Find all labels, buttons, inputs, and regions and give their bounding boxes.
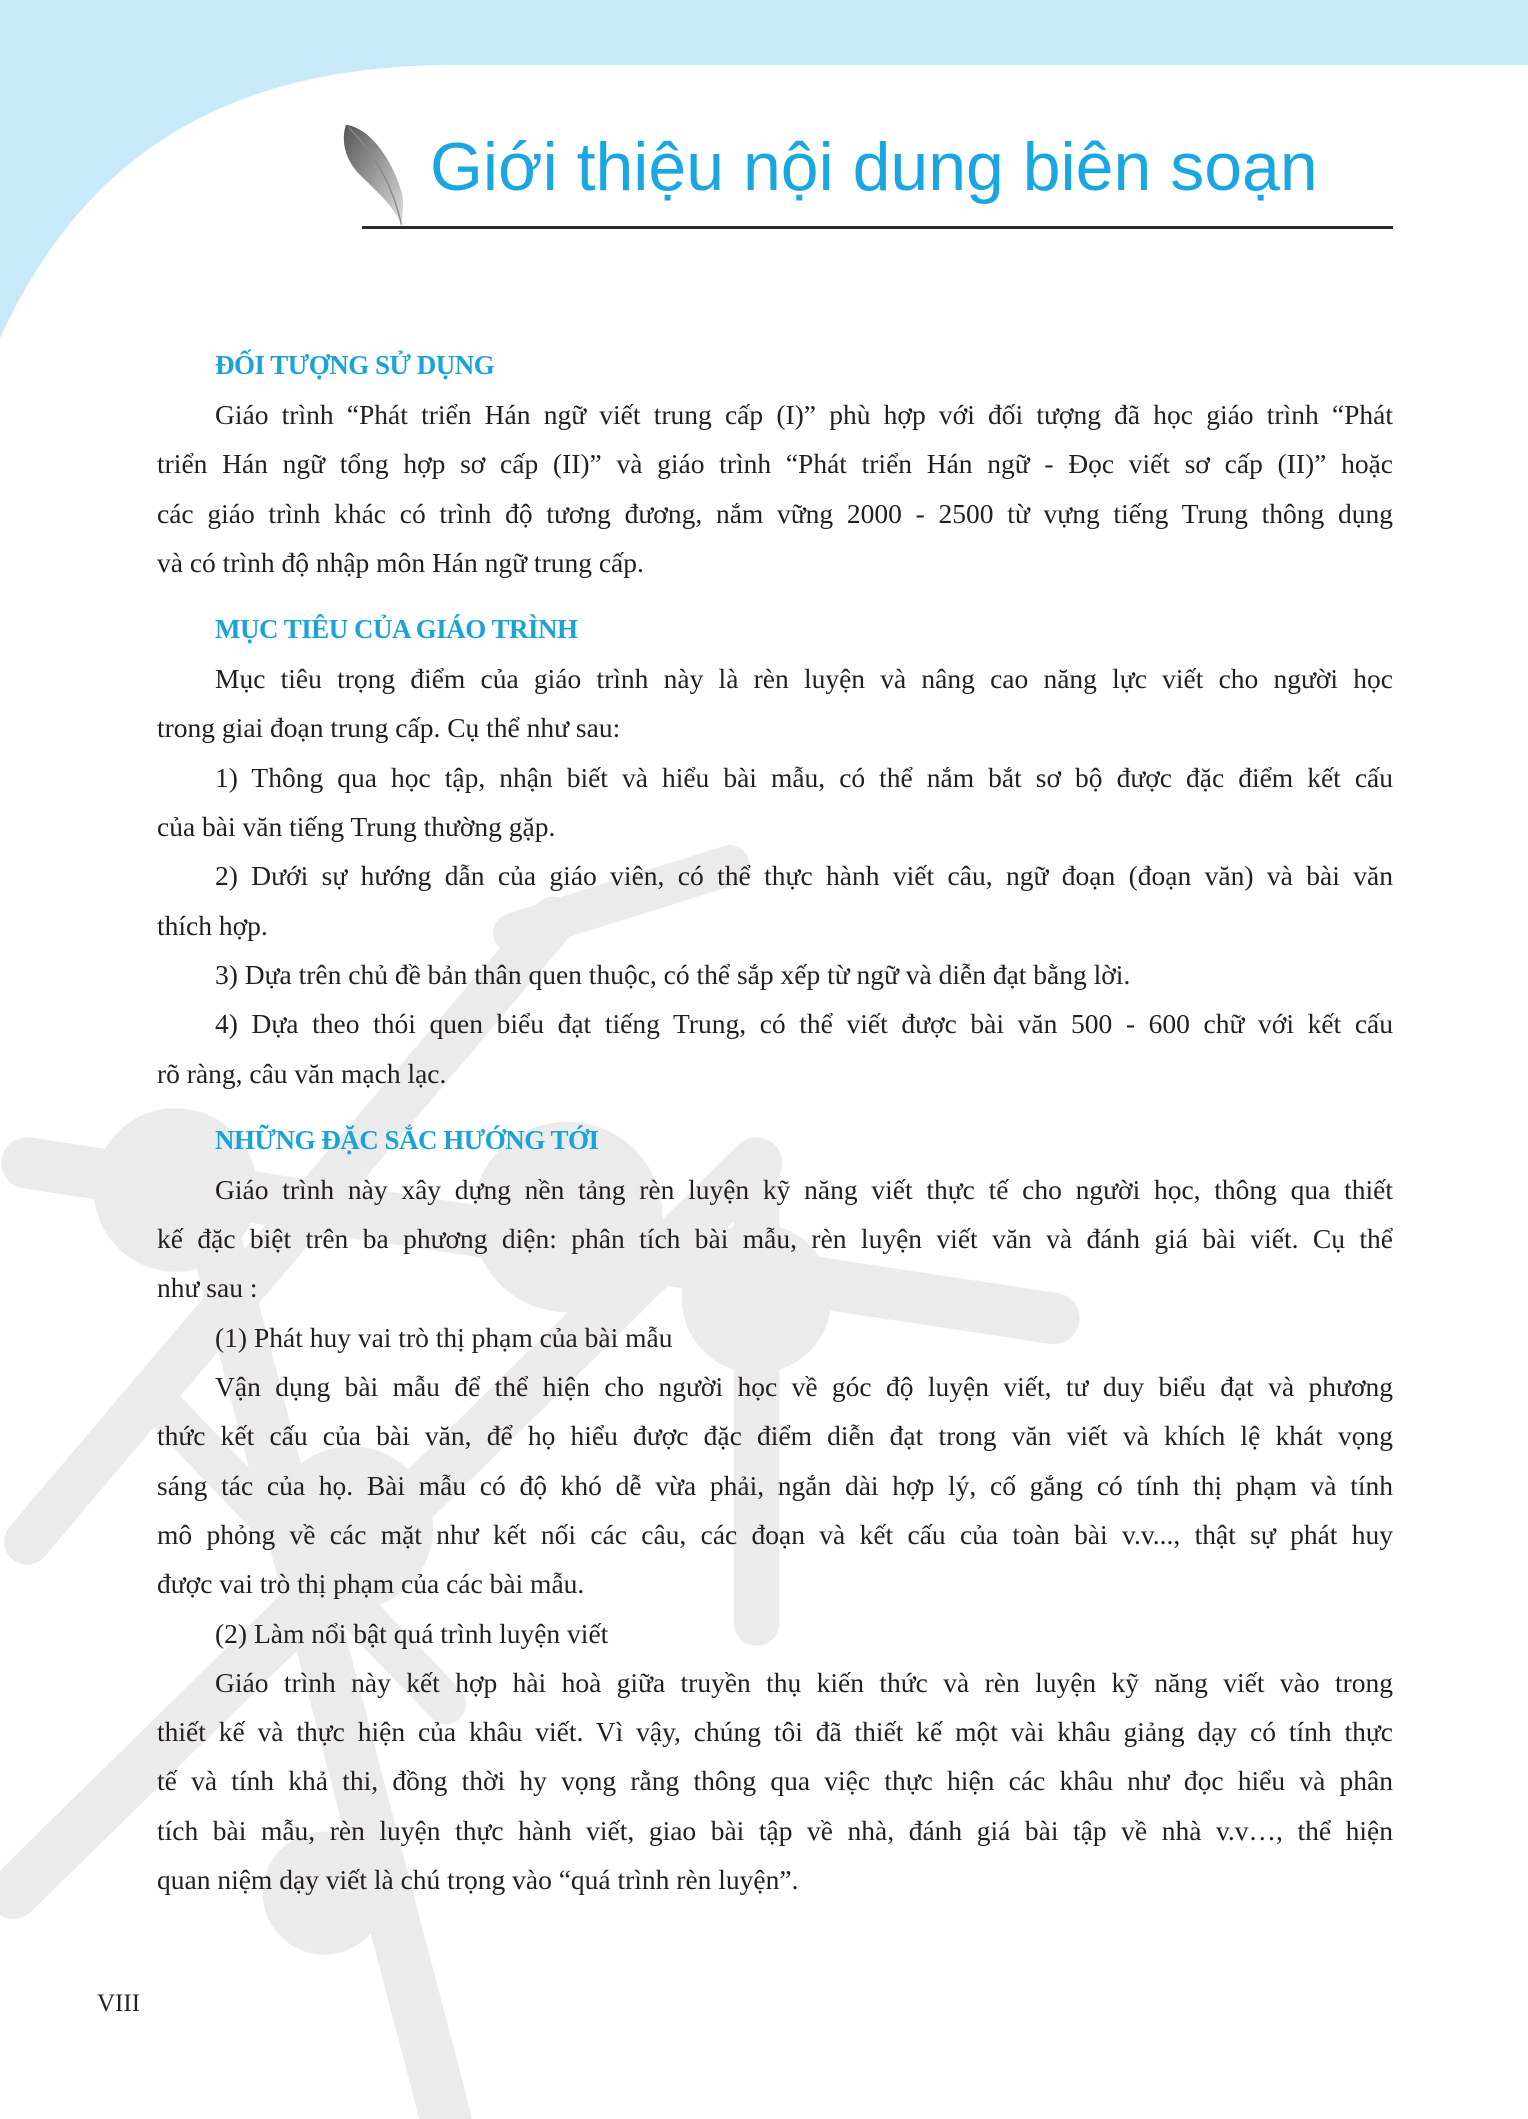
text-line: Giáo trình “Phát triển Hán ngữ viết trung cấp (I)” phù hợp với đối tượng đã học giáo trình “Phát xyxy=(215,399,1393,430)
document-body xyxy=(157,341,1393,1904)
text-line: 3) Dựa trên chủ đề bản thân quen thuộc, có thể sắp xếp từ ngữ và diễn đạt bằng lời. xyxy=(215,958,1131,990)
text-line: quan niệm dạy viết là chú trọng vào “quá trình rèn luyện”. xyxy=(157,1864,799,1896)
paragraph xyxy=(157,851,1393,950)
text-line: và có trình độ nhập môn Hán ngữ trung cấp. xyxy=(157,546,644,578)
section-heading: MỤC TIÊU CỦA GIÁO TRÌNH xyxy=(215,614,578,645)
text-line: thức kết cấu của bài văn, để họ hiểu được đặc điểm diễn đạt trong văn viết và khích lệ khát vọng xyxy=(157,1420,1393,1452)
text-line: kế đặc biệt trên ba phương diện: phân tích bài mẫu, rèn luyện viết văn và đánh giá bài viết. Cụ thể xyxy=(157,1223,1393,1255)
text-line: thích hợp. xyxy=(157,909,268,941)
text-line: như sau : xyxy=(157,1272,258,1304)
text-line: 4) Dựa theo thói quen biểu đạt tiếng Trung, có thể viết được bài văn 500 - 600 chữ với kết cấu xyxy=(215,1008,1393,1040)
text-line: thiết kế và thực hiện của khâu viết. Vì vậy, chúng tôi đã thiết kế một vài khâu giảng dạy có tính thực xyxy=(157,1716,1393,1748)
text-line: triển Hán ngữ tổng hợp sơ cấp (II)” và giáo trình “Phát triển Hán ngữ - Đọc viết sơ cấp (II)” hoặc xyxy=(157,448,1393,480)
text-line: Giáo trình này xây dựng nền tảng rèn luyện kỹ năng viết thực tế cho người học, thông qua thiết xyxy=(215,1173,1393,1205)
paragraph xyxy=(157,1362,1393,1608)
text-line: 2) Dưới sự hướng dẫn của giáo viên, có thể thực hành viết câu, ngữ đoạn (đoạn văn) và bài văn xyxy=(215,860,1393,892)
text-line: (2) Làm nổi bật quá trình luyện viết xyxy=(215,1617,609,1649)
page-title: Giới thiệu nội dung biên soạn xyxy=(430,129,1318,205)
text-line: được vai trò thị phạm của các bài mẫu. xyxy=(157,1568,585,1600)
text-line: Giáo trình này kết hợp hài hoà giữa truyền thụ kiến thức và rèn luyện kỹ năng viết vào trong xyxy=(215,1666,1393,1698)
text-line: 1) Thông qua học tập, nhận biết và hiểu bài mẫu, có thể nắm bắt sơ bộ được đặc điểm kết cấu xyxy=(215,761,1393,793)
text-line: Mục tiêu trọng điểm của giáo trình này là rèn luyện và nâng cao năng lực viết cho người học xyxy=(215,663,1393,695)
paragraph xyxy=(157,1313,1393,1362)
paragraph xyxy=(157,1609,1393,1658)
page-number: VIII xyxy=(97,1990,141,2017)
paragraph xyxy=(157,1658,1393,1904)
text-line: tế và tính khả thi, đồng thời hy vọng rằng thông qua việc thực hiện các khâu như đọc hiểu và phân xyxy=(157,1765,1393,1797)
text-line: Vận dụng bài mẫu để thể hiện cho người học về góc độ luyện viết, tư duy biểu đạt và phương xyxy=(215,1371,1393,1403)
section-heading: ĐỐI TƯỢNG SỬ DỤNG xyxy=(215,350,495,380)
paragraph xyxy=(157,753,1393,852)
title-underline xyxy=(362,226,1393,229)
paragraph xyxy=(157,1165,1393,1313)
text-line: trong giai đoạn trung cấp. Cụ thể như sau: xyxy=(157,712,621,744)
paragraph xyxy=(157,950,1393,999)
text-line: các giáo trình khác có trình độ tương đương, nắm vững 2000 - 2500 từ vựng tiếng Trung thông dụng xyxy=(157,497,1393,529)
text-line: mô phỏng về các mặt như kết nối các câu, các đoạn và kết cấu của toàn bài v.v..., thật sự phát huy xyxy=(157,1518,1393,1550)
paragraph xyxy=(157,390,1393,587)
feather-icon xyxy=(340,122,424,226)
text-line: của bài văn tiếng Trung thường gặp. xyxy=(157,811,556,843)
section-heading: NHỮNG ĐẶC SẮC HƯỚNG TỚI xyxy=(215,1124,599,1155)
text-line: sáng tác của họ. Bài mẫu có độ khó dễ vừa phải, ngắn dài hợp lý, cố gắng có tính thị phạm và tính xyxy=(157,1469,1393,1501)
paragraph xyxy=(157,999,1393,1098)
paragraph xyxy=(157,654,1393,753)
text-line: tích bài mẫu, rèn luyện thực hành viết, giao bài tập về nhà, đánh giá bài tập về nhà v.v…, thể hiện xyxy=(157,1814,1393,1846)
text-line: rõ ràng, câu văn mạch lạc. xyxy=(157,1057,447,1089)
text-line: (1) Phát huy vai trò thị phạm của bài mẫu xyxy=(215,1321,673,1353)
